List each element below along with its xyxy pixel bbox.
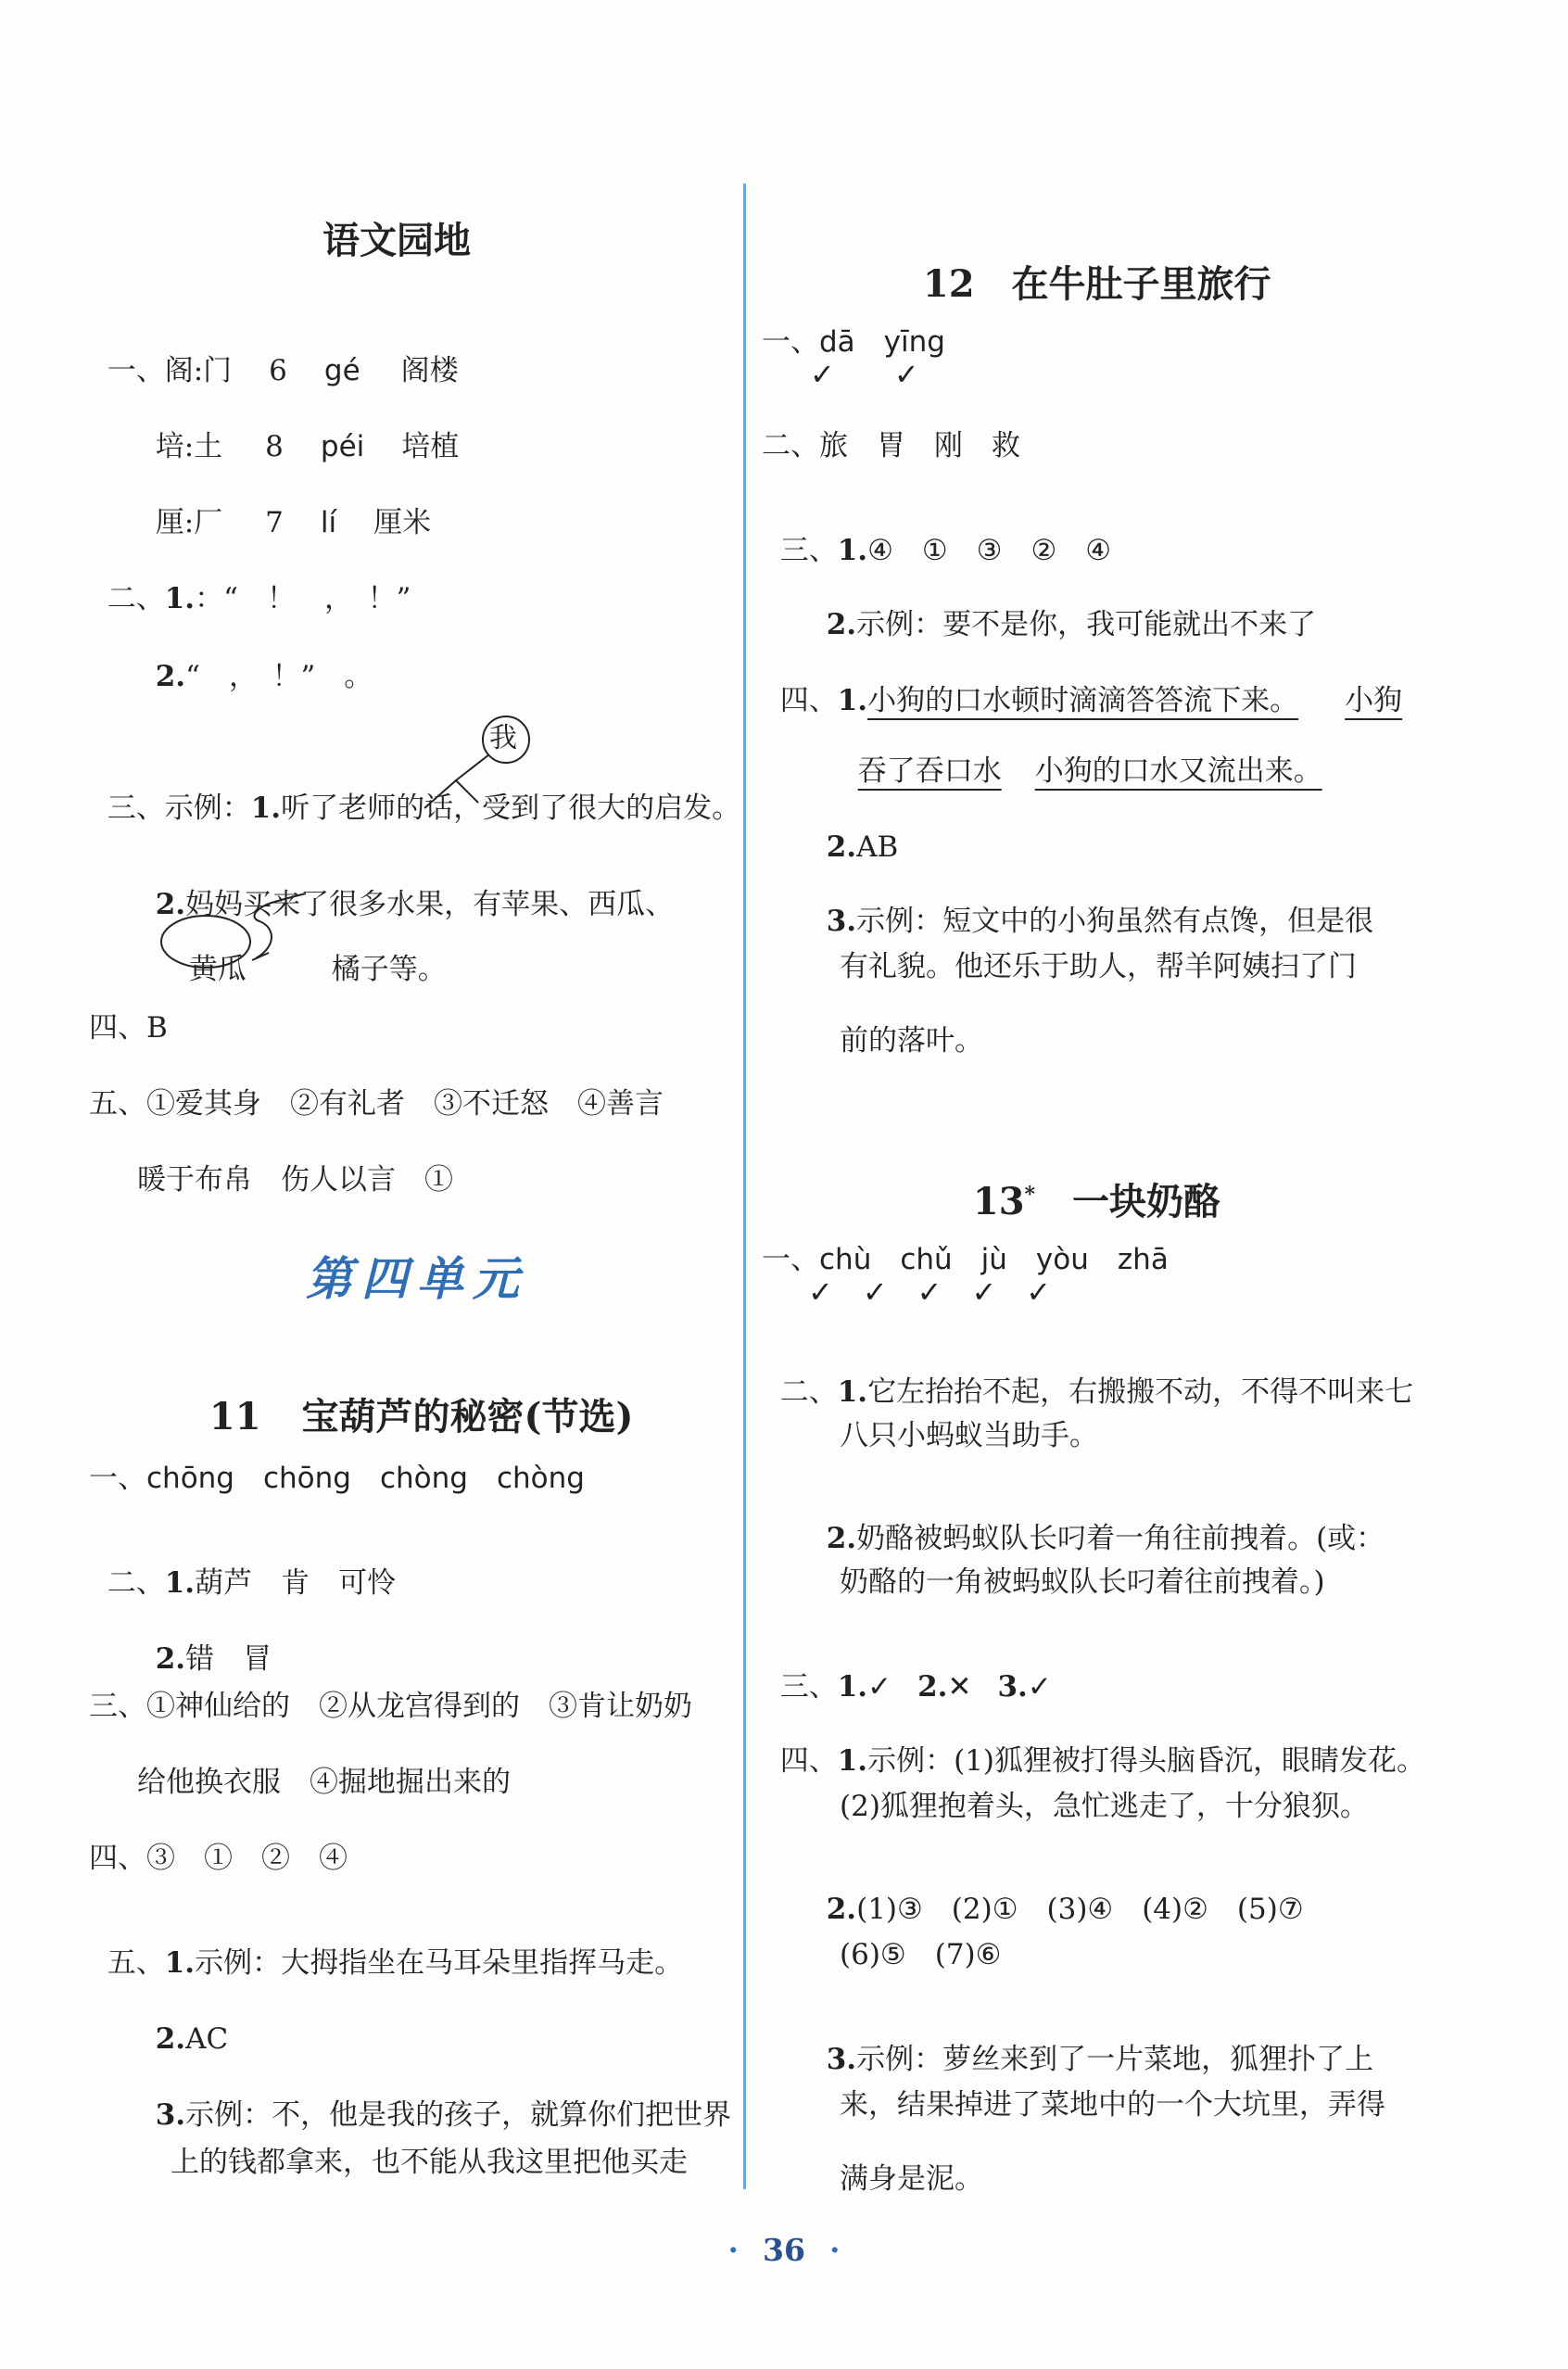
cross-icon: ✕	[947, 1670, 972, 1704]
answer-line: 五、①爱其身 ②有礼者 ③不迁怒 ④善言	[89, 1087, 664, 1121]
answer-line: 有礼貌。他还乐于助人，帮羊阿姨扫了门	[840, 950, 1357, 983]
answer-text: 一、阁:门	[107, 354, 233, 387]
item-number: 3.	[826, 2043, 857, 2076]
question-label: 二、	[779, 1375, 838, 1409]
answer-line: 四、B	[89, 1011, 168, 1045]
answer-line: 一、chōng chōng chòng chòng	[89, 1462, 585, 1495]
underlined-answer: 吞了吞口水	[857, 754, 1002, 788]
answer-line	[808, 1867, 1304, 1924]
item-number: 2.	[917, 1670, 948, 1704]
pinyin-text: gé	[323, 354, 360, 387]
circled-word: 黄瓜	[188, 953, 247, 986]
pinyin-text: lí	[320, 506, 337, 539]
answer-line: 暖于布帛 伤人以言 ①	[137, 1163, 453, 1197]
answer-line: (6)⑤ (7)⑥	[840, 1938, 1002, 1971]
question-label: 三、	[779, 534, 838, 567]
answer-line	[808, 879, 1373, 936]
answer-text: 6	[269, 354, 287, 387]
item-number: 1.	[164, 1946, 196, 1980]
answer-text: 听了老师的话，	[281, 792, 483, 825]
answer-text: 受到了很大的启发。	[482, 792, 741, 825]
item-number: 1.	[837, 1744, 868, 1778]
answer-line	[762, 1644, 1052, 1702]
page-number: 36	[763, 2232, 805, 2268]
answer-text: 厘米	[373, 506, 432, 539]
underlined-answer: 小狗的口水又流出来。	[1034, 754, 1322, 788]
answer-line	[808, 2017, 1373, 2074]
item-number: 1.	[837, 684, 868, 717]
answer-text: (1)③ (2)① (3)④ (4)② (5)⑦	[856, 1893, 1304, 1926]
answer-line: 二、旅 胃 刚 救	[762, 429, 1020, 462]
answer-text: AB	[856, 830, 899, 864]
lesson-number: 13	[972, 1180, 1025, 1223]
answer-text: 橘子等。	[331, 953, 447, 986]
answer-text: 妈妈买来了很多水果，有苹果、西瓜、	[185, 888, 675, 921]
answer-line	[89, 1540, 396, 1598]
answer-text: ④ ① ③ ② ④	[867, 534, 1112, 567]
answer-text: 示例：萝丝来到了一片菜地，狐狸扑了上	[856, 2043, 1374, 2076]
question-label: 四、	[779, 684, 838, 717]
answer-text: 阁楼	[400, 354, 459, 387]
lesson-number: 11	[209, 1395, 261, 1438]
answer-line	[762, 508, 1111, 565]
page-footer	[0, 2232, 1568, 2268]
answer-line: 来，结果掉进了菜地中的一个大坑里，弄得	[840, 2088, 1385, 2122]
answer-line: 三、①神仙给的 ②从龙宫得到的 ③肯让奶奶	[89, 1690, 692, 1723]
answer-line: 一、dā yīng	[762, 325, 945, 359]
answer-text: 错 冒	[185, 1642, 272, 1676]
answer-text: 示例：(1)狐狸被打得头脑昏沉，眼睛发花。	[867, 1744, 1426, 1778]
answer-line: (2)狐狸抱着头，急忙逃走了，十分狼狈。	[840, 1790, 1369, 1823]
answer-line	[840, 728, 1322, 786]
lesson-number: 12	[922, 262, 975, 306]
item-number: 2.	[155, 2022, 186, 2056]
item-number: 3.	[826, 905, 857, 938]
answer-line: 四、③ ① ② ④	[89, 1842, 348, 1875]
answer-line: 上的钱都拿来，也不能从我这里把他买走	[171, 2146, 688, 2179]
underlined-answer: 小狗的口水顿时滴滴答答流下来。	[867, 684, 1299, 717]
answer-text: 它左抬抬不起，右搬搬不动，不得不叫来七	[867, 1375, 1414, 1409]
answer-text: 示例：要不是你，我可能就出不来了	[856, 608, 1317, 641]
inserted-character: 我	[489, 722, 517, 754]
answer-text: 示例：大拇指坐在马耳朵里指挥马走。	[195, 1946, 684, 1980]
item-number: 1.	[164, 1566, 196, 1600]
question-label: 五、	[107, 1946, 165, 1980]
item-number: 2.	[155, 660, 186, 693]
answer-line	[808, 804, 898, 862]
answer-text: 示例：短文中的小狗虽然有点馋，但是很	[856, 905, 1374, 938]
answer-text: 奶酪被蚂蚁队长叼着一角往前拽着。(或：	[856, 1522, 1385, 1555]
item-number: 1.	[250, 792, 282, 825]
answer-line: 给他换衣服 ④掘地掘出来的	[137, 1766, 511, 1799]
answer-text: 8	[265, 430, 284, 463]
answer-line	[137, 1996, 228, 2054]
answer-line	[89, 1920, 683, 1978]
answer-line	[762, 658, 1402, 716]
checkmark-icon: ✓ ✓	[810, 357, 919, 392]
answer-text: 培植	[401, 430, 460, 463]
answer-line: 一、chù chǔ jù yòu zhā	[762, 1243, 1169, 1276]
answer-text: AC	[185, 2022, 229, 2056]
item-number: 1.	[837, 534, 868, 567]
answer-line: 前的落叶。	[840, 1024, 983, 1058]
answer-line: 奶酪的一角被蚂蚁队长叼着往前拽着。)	[840, 1565, 1325, 1599]
item-number: 2.	[826, 1893, 857, 1926]
answer-line: 满身是泥。	[840, 2162, 983, 2196]
answer-text: “ ， ！” 。	[185, 660, 373, 693]
answer-line	[762, 1349, 1413, 1407]
checkmark-icon: ✓ ✓ ✓ ✓ ✓	[808, 1274, 1052, 1310]
answer-text: 示例：不，他是我的孩子，就算你们把世界	[185, 2098, 732, 2132]
item-number: 3.	[155, 2098, 186, 2132]
question-label: 三、示例：	[107, 792, 251, 825]
lesson-11-title	[183, 1344, 633, 1440]
answer-text: 厘:厂	[155, 506, 223, 539]
footer-dot: ·	[828, 2232, 841, 2268]
answer-text: 培:土	[155, 430, 223, 463]
question-label: 二、	[107, 1566, 165, 1600]
answer-text: 7	[265, 506, 284, 539]
underlined-answer: 小狗	[1345, 684, 1403, 717]
question-label: 三、	[779, 1670, 838, 1704]
item-number: 2.	[155, 888, 186, 921]
question-label: 四、	[779, 1744, 838, 1778]
section-title-yuwen-yuandi: 语文园地	[322, 219, 471, 262]
lesson-12-title	[897, 211, 1271, 308]
item-number: 1.	[837, 1375, 868, 1409]
optional-star: *	[1024, 1183, 1036, 1207]
answer-line	[808, 1496, 1385, 1553]
item-number: 1.	[164, 582, 196, 615]
lesson-title: 宝葫芦的秘密(节选)	[301, 1395, 634, 1438]
item-number: 3.	[997, 1670, 1028, 1704]
column-divider	[743, 184, 746, 2189]
item-number: 2.	[155, 1642, 186, 1676]
lesson-13-title	[947, 1129, 1220, 1225]
answer-line	[137, 2072, 731, 2130]
checkmark-icon: ✓	[1027, 1670, 1052, 1704]
unit-title: 第四单元	[306, 1251, 528, 1306]
footer-dot: ·	[727, 2232, 740, 2268]
checkmark-icon: ✓	[867, 1670, 892, 1704]
pinyin-text: péi	[320, 430, 365, 463]
answer-text: 葫芦 肯 可怜	[195, 1566, 397, 1600]
answer-line: 八只小蚂蚁当助手。	[840, 1419, 1098, 1452]
item-number: 2.	[826, 1522, 857, 1555]
question-label: 二、	[107, 582, 165, 615]
lesson-title: 在牛肚子里旅行	[1011, 262, 1271, 306]
item-number: 1.	[837, 1670, 868, 1704]
lesson-title: 一块奶酪	[1072, 1180, 1221, 1223]
answer-line	[808, 582, 1316, 640]
answer-line	[762, 1718, 1425, 1776]
item-number: 2.	[826, 608, 857, 641]
item-number: 2.	[826, 830, 857, 864]
answer-line	[137, 1616, 272, 1674]
answer-text: ：“ ！ ， ！”	[195, 582, 411, 615]
